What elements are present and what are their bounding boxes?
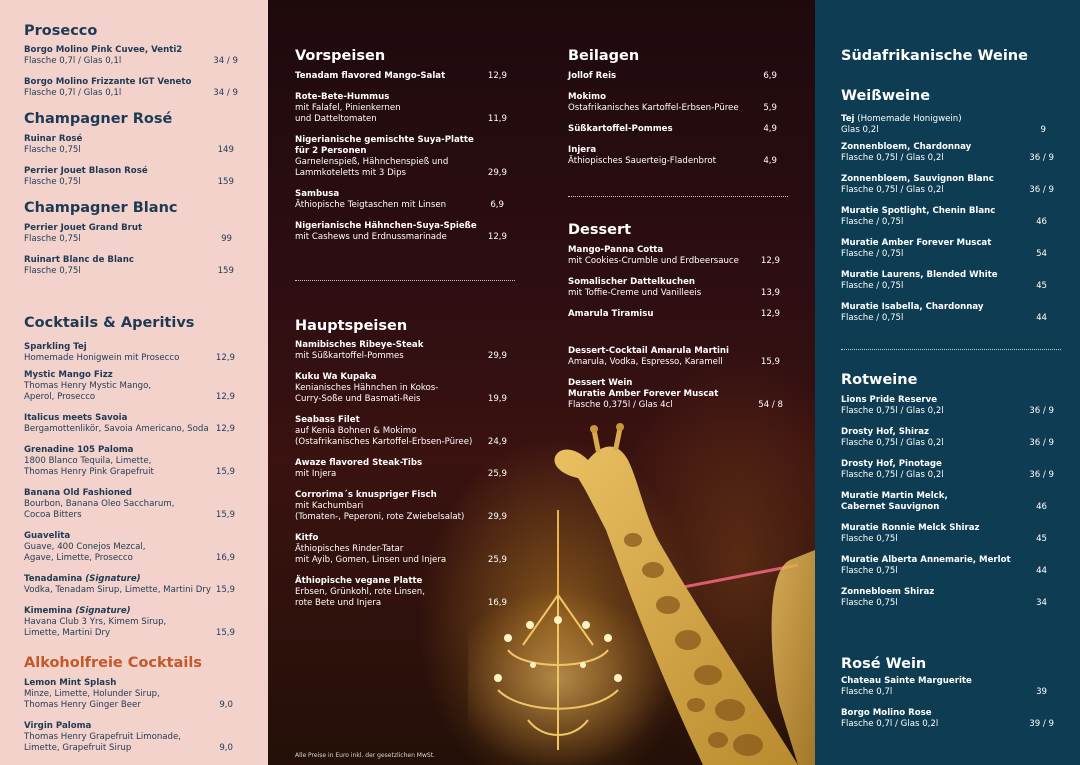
heading-rose-wein: Rosé Wein [841, 656, 927, 672]
menu-item: Sparkling Tej Homemade Honigwein mit Prosecco 12,9 [24, 342, 235, 363]
price: 15,9 [760, 357, 780, 367]
menu-item: Borgo Molino Frizzante IGT Veneto Flasche 0,7l / Glas 0,1l 34 / 9 [24, 77, 238, 98]
price: 6,9 [763, 71, 777, 81]
price: 15,9 [215, 628, 235, 638]
price: 4,9 [763, 156, 777, 166]
menu-item: Drosty Hof, Pinotage Flasche 0,75l / Glas 0,2l 36 / 9 [841, 459, 1054, 480]
heading-champagner-rose: Champagner Rosé [24, 111, 173, 127]
price: 44 [1036, 313, 1047, 323]
price: 15,9 [215, 585, 235, 595]
menu-item: Tenadam flavored Mango-Salat 12,9 [295, 71, 507, 81]
price: 36 / 9 [1029, 470, 1054, 480]
menu-item: Amarula Tiramisu 12,9 [568, 309, 780, 319]
price: 16,9 [215, 553, 235, 563]
dotted-divider [295, 280, 515, 281]
price: 29,9 [487, 351, 507, 361]
menu-item: Muratie Alberta Annemarie, Merlot Flasche 0,75l 44 [841, 555, 1047, 576]
price: 19,9 [487, 394, 507, 404]
price: 39 / 9 [1029, 719, 1054, 729]
menu-item: Seabass Filet auf Kenia Bohnen & Mokimo (Ostafrikanisches Kartoffel-Erbsen-Püree) 24,9 [295, 415, 507, 447]
price: 159 [217, 266, 234, 276]
menu-item: Rote-Bete-Hummus mit Falafel, Pinienkernen und Datteltomaten 11,9 [295, 92, 507, 124]
menu-item: Borgo Molino Rose Flasche 0,7l / Glas 0,2l 39 / 9 [841, 708, 1054, 729]
price: 29,9 [487, 512, 507, 522]
menu-item: Mokimo Ostafrikanisches Kartoffel-Erbsen-Püree 5,9 [568, 92, 777, 113]
price: 34 / 9 [213, 56, 238, 66]
price: 13,9 [760, 288, 780, 298]
price: 34 / 9 [213, 88, 238, 98]
menu-item: Muratie Martin Melck, Cabernet Sauvignon 46 [841, 491, 1047, 512]
price: 46 [1036, 502, 1047, 512]
price: 29,9 [487, 168, 507, 178]
menu-item: Tej (Homemade Honigwein) Glas 0,2l 9 [841, 114, 1046, 135]
heading-weissweine: Weißweine [841, 88, 931, 104]
price: 99 [221, 234, 232, 244]
menu-item: Nigerianische Hähnchen-Suya-Spieße mit Cashews und Erdnussmarinade 12,9 [295, 221, 507, 242]
price: 9,0 [219, 700, 233, 710]
menu-item: Kitfo Äthiopisches Rinder-Tatar mit Ayib, Gomen, Linsen und Injera 25,9 [295, 533, 507, 565]
heading-hauptspeisen: Hauptspeisen [295, 318, 408, 334]
price: 15,9 [215, 467, 235, 477]
price: 12,9 [215, 424, 235, 434]
price: 9 [1040, 125, 1046, 135]
price: 25,9 [487, 555, 507, 565]
price: 54 / 8 [758, 400, 783, 410]
heading-suedafrikanische-weine: Südafrikanische Weine [841, 48, 1028, 64]
price: 34 [1036, 598, 1047, 608]
menu-item: Äthiopische vegane Platte Erbsen, Grünkohl, rote Linsen, rote Bete und Injera 16,9 [295, 576, 507, 608]
menu-item: Mystic Mango Fizz Thomas Henry Mystic Mango, Aperol, Prosecco 12,9 [24, 370, 235, 402]
menu-item: Namibisches Ribeye-Steak mit Süßkartoffel-Pommes 29,9 [295, 340, 507, 361]
drinks-column [0, 0, 268, 765]
price-footnote: Alle Preise in Euro inkl. der gesetzlichen MwSt. [295, 752, 435, 759]
menu-item: Kuku Wa Kupaka Kenianisches Hähnchen in Kokos- Curry-Soße und Basmati-Reis 19,9 [295, 372, 507, 404]
giraffe-neck-shape [772, 550, 815, 765]
menu-item: Guavelita Guave, 400 Conejos Mezcal, Agave, Limette, Prosecco 16,9 [24, 531, 235, 563]
menu-item: Tenadamina (Signature) Vodka, Tenadam Sirup, Limette, Martini Dry 15,9 [24, 574, 235, 595]
menu-item: Awaze flavored Steak-Tibs mit Injera 25,9 [295, 458, 507, 479]
menu-item: Muratie Isabella, Chardonnay Flasche / 0,75l 44 [841, 302, 1047, 323]
menu-item: Lemon Mint Splash Minze, Limette, Holunder Sirup, Thomas Henry Ginger Beer 9,0 [24, 678, 233, 710]
price: 149 [217, 145, 234, 155]
menu-item: Muratie Spotlight, Chenin Blanc Flasche / 0,75l 46 [841, 206, 1047, 227]
price: 39 [1036, 687, 1047, 697]
menu-item: Süßkartoffel-Pommes 4,9 [568, 124, 777, 134]
menu-item: Kimemina (Signature) Havana Club 3 Yrs, Kimem Sirup, Limette, Martini Dry 15,9 [24, 606, 235, 638]
menu-item: Ruinar Rosé Flasche 0,75l 149 [24, 134, 234, 155]
heading-rotweine: Rotweine [841, 372, 918, 388]
price: 36 / 9 [1029, 153, 1054, 163]
menu-item: Italicus meets Savoia Bergamottenlikör, Savoia Americano, Soda 12,9 [24, 413, 235, 434]
price: 36 / 9 [1029, 406, 1054, 416]
dotted-divider [841, 349, 1061, 350]
menu-item: Sambusa Äthiopische Teigtaschen mit Linsen 6,9 [295, 189, 504, 210]
menu-item: Corrorima´s knuspriger Fisch mit Kachumbari (Tomaten-, Peperoni, rote Zwiebelsalat) 29,9 [295, 490, 507, 522]
menu-item: Zonnebloem Shiraz Flasche 0,75l 34 [841, 587, 1047, 608]
menu-item: Mango-Panna Cotta mit Cookies-Crumble und Erdbeersauce 12,9 [568, 245, 780, 266]
menu-item: Somalischer Dattelkuchen mit Toffie-Creme und Vanilleeis 13,9 [568, 277, 780, 298]
menu-item: Ruinart Blanc de Blanc Flasche 0,75l 159 [24, 255, 234, 276]
price: 11,9 [487, 114, 507, 124]
price: 25,9 [487, 469, 507, 479]
heading-cocktails: Cocktails & Aperitivs [24, 315, 195, 331]
price: 45 [1036, 534, 1047, 544]
food-column [268, 0, 815, 765]
price: 5,9 [763, 103, 777, 113]
menu-item: Borgo Molino Pink Cuvee, Venti2 Flasche 0,7l / Glas 0,1l 34 / 9 [24, 45, 238, 66]
giraffe-chandelier-illustration [468, 420, 815, 765]
heading-alkoholfrei: Alkoholfreie Cocktails [24, 655, 202, 671]
price: 54 [1036, 249, 1047, 259]
menu-item: Nigerianische gemischte Suya-Platte für 2 Personen Garnelenspieß, Hähnchenspieß und Lammkoteletts mit 3 Dips 29,9 [295, 135, 507, 178]
menu-item: Zonnenbloem, Chardonnay Flasche 0,75l / Glas 0,2l 36 / 9 [841, 142, 1054, 163]
menu-item: Muratie Ronnie Melck Shiraz Flasche 0,75l 45 [841, 523, 1047, 544]
price: 44 [1036, 566, 1047, 576]
price: 12,9 [487, 71, 507, 81]
price: 24,9 [487, 437, 507, 447]
menu-item: Grenadine 105 Paloma 1800 Blanco Tequila, Limette, Thomas Henry Pink Grapefruit 15,9 [24, 445, 235, 477]
heading-dessert: Dessert [568, 222, 632, 238]
price: 9,0 [219, 743, 233, 753]
heading-champagner-blanc: Champagner Blanc [24, 200, 178, 216]
price: 12,9 [760, 309, 780, 319]
price: 159 [217, 177, 234, 187]
menu-item: Banana Old Fashioned Bourbon, Banana Oleo Saccharum, Cocoa Bitters 15,9 [24, 488, 235, 520]
menu-item: Dessert Wein Muratie Amber Forever Muscat Flasche 0,375l / Glas 4cl 54 / 8 [568, 378, 783, 410]
menu-item: Drosty Hof, Shiraz Flasche 0,75l / Glas 0,2l 36 / 9 [841, 427, 1054, 448]
price: 12,9 [215, 353, 235, 363]
menu-item: Perrier Jouet Grand Brut Flasche 0,75l 99 [24, 223, 232, 244]
price: 36 / 9 [1029, 438, 1054, 448]
price: 36 / 9 [1029, 185, 1054, 195]
price: 46 [1036, 217, 1047, 227]
price: 15,9 [215, 510, 235, 520]
menu-item: Lions Pride Reserve Flasche 0,75l / Glas 0,2l 36 / 9 [841, 395, 1054, 416]
menu-item: Jollof Reis 6,9 [568, 71, 777, 81]
heading-prosecco: Prosecco [24, 23, 98, 39]
menu-item: Virgin Paloma Thomas Henry Grapefruit Limonade, Limette, Grapefruit Sirup 9,0 [24, 721, 233, 753]
menu-item: Chateau Sainte Marguerite Flasche 0,7l 39 [841, 676, 1047, 697]
menu-item: Muratie Laurens, Blended White Flasche / 0,75l 45 [841, 270, 1047, 291]
price: 45 [1036, 281, 1047, 291]
menu-item: Dessert-Cocktail Amarula Martini Amarula, Vodka, Espresso, Karamell 15,9 [568, 346, 780, 367]
menu-item: Perrier Jouet Blason Rosé Flasche 0,75l 159 [24, 166, 234, 187]
dotted-divider [568, 196, 788, 197]
price: 12,9 [487, 232, 507, 242]
menu-item: Injera Äthiopisches Sauerteig-Fladenbrot 4,9 [568, 145, 777, 166]
wine-column [815, 0, 1080, 765]
price: 12,9 [760, 256, 780, 266]
price: 12,9 [215, 392, 235, 402]
menu-item: Muratie Amber Forever Muscat Flasche / 0,75l 54 [841, 238, 1047, 259]
menu-item: Zonnenbloem, Sauvignon Blanc Flasche 0,75l / Glas 0,2l 36 / 9 [841, 174, 1054, 195]
price: 16,9 [487, 598, 507, 608]
price: 4,9 [763, 124, 777, 134]
heading-beilagen: Beilagen [568, 48, 640, 64]
price: 6,9 [490, 200, 504, 210]
heading-vorspeisen: Vorspeisen [295, 48, 386, 64]
